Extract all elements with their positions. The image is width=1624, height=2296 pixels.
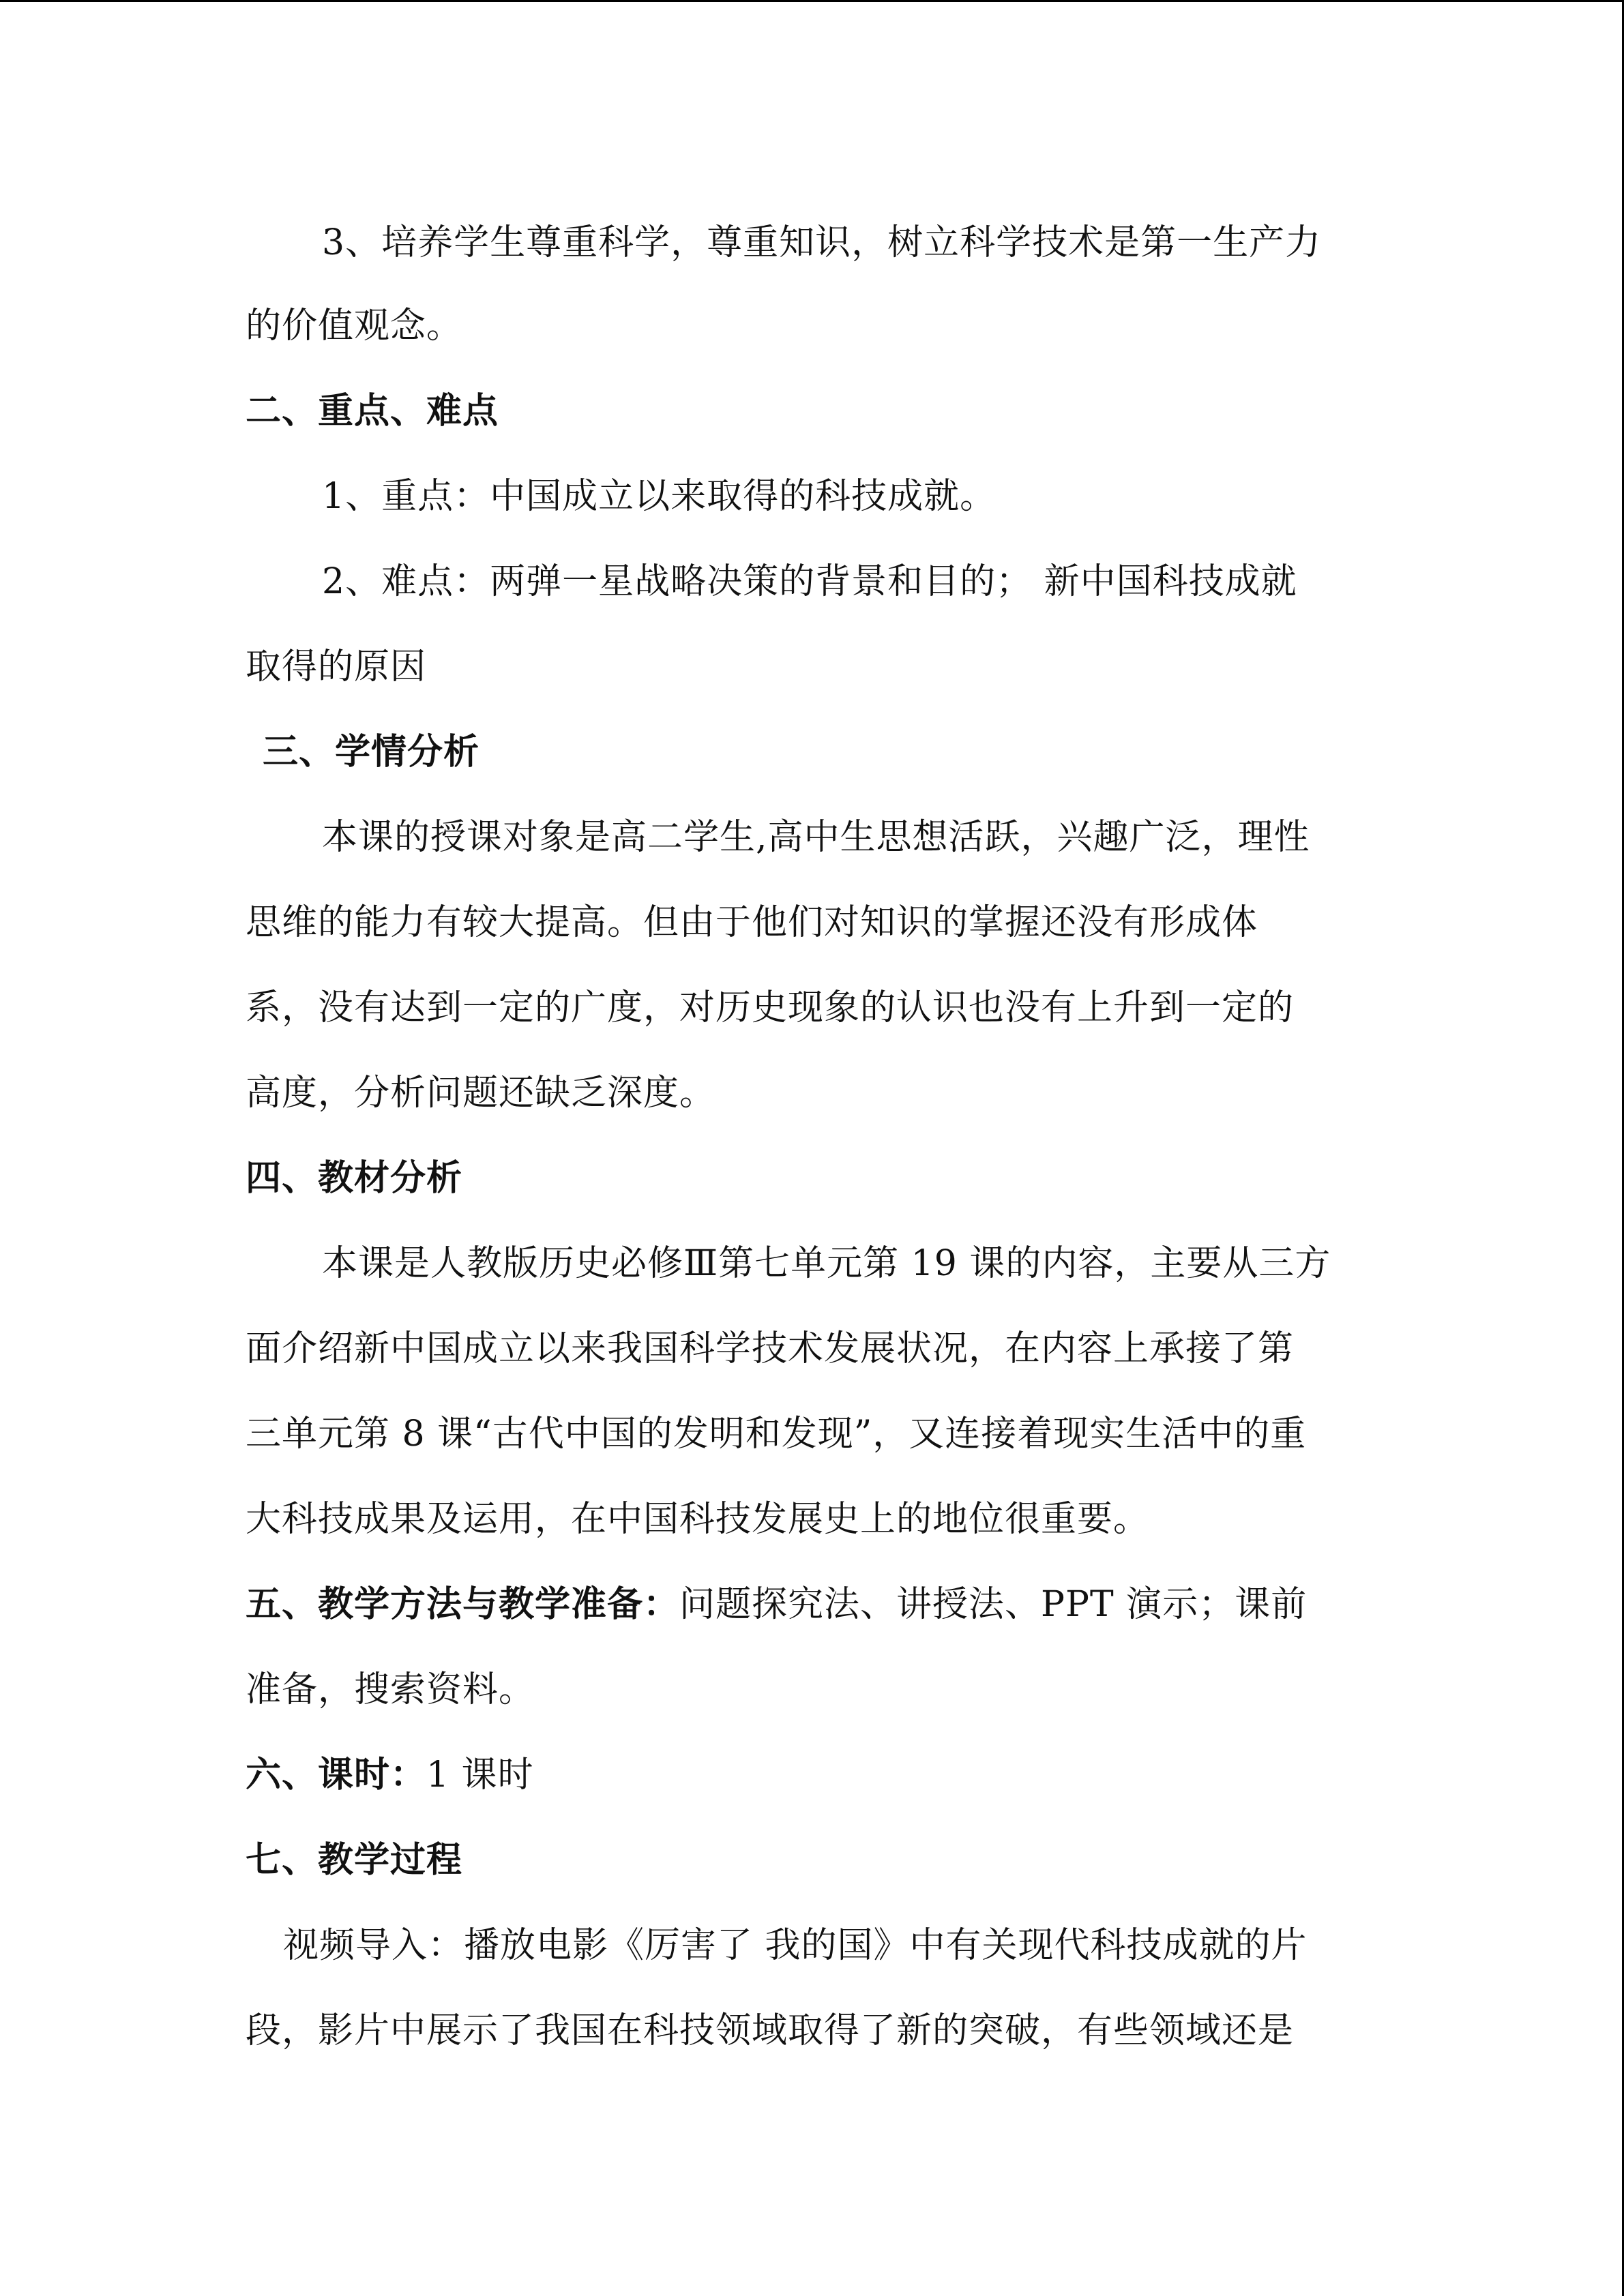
section-heading: 七、教学过程 [246, 1840, 463, 1881]
paragraph-line: 视频导入：播放电影《厉害了 我的国》中有关现代科技成就的片 [283, 1925, 1308, 1966]
paragraph-line: 本课是人教版历史必修Ⅲ第七单元第 19 课的内容，主要从三方 [322, 1243, 1331, 1284]
section-heading: 二、重点、难点 [246, 391, 499, 432]
paragraph-line: 2、难点：两弹一星战略决策的背景和目的； 新中国科技成就 [322, 561, 1297, 602]
method-text: 问题探究法、讲授法、PPT 演示；课前 [679, 1584, 1308, 1625]
paragraph-line: 高度，分析问题还缺乏深度。 [246, 1073, 716, 1114]
paragraph-line: 系，没有达到一定的广度，对历史现象的认识也没有上升到一定的 [246, 987, 1295, 1028]
paragraph-line: 段，影片中展示了我国在科技领域取得了新的突破，有些领域还是 [246, 2010, 1295, 2051]
paragraph-line [246, 1581, 1307, 1628]
paragraph-line: 取得的原因 [246, 646, 427, 687]
paragraph-line: 本课的授课对象是高二学生,高中生思想活跃，兴趣广泛，理性 [322, 817, 1310, 858]
paragraph-line: 1、重点：中国成立以来取得的科技成就。 [322, 476, 996, 517]
paragraph-line: 的价值观念。 [246, 305, 463, 346]
section-heading: 三、学情分析 [263, 732, 480, 773]
section-heading: 六、课时： [246, 1755, 427, 1795]
hours-text: 1 课时 [426, 1755, 534, 1795]
section-heading: 四、教材分析 [246, 1158, 463, 1199]
paragraph-line: 3、培养学生尊重科学，尊重知识，树立科学技术是第一生产力 [322, 222, 1322, 263]
paragraph-line: 面介绍新中国成立以来我国科学技术发展状况，在内容上承接了第 [246, 1328, 1295, 1369]
paragraph-line: 大科技成果及运用，在中国科技发展史上的地位很重要。 [246, 1499, 1150, 1540]
paragraph-line: 三单元第 8 课“古代中国的发明和发现”，又连接着现实生活中的重 [246, 1414, 1307, 1455]
section-heading: 五、教学方法与教学准备： [246, 1584, 680, 1625]
paragraph-line: 思维的能力有较大提高。但由于他们对知识的掌握还没有形成体 [246, 902, 1258, 943]
paragraph-line: 准备，搜索资料。 [246, 1669, 535, 1710]
paragraph-line [246, 1751, 534, 1799]
